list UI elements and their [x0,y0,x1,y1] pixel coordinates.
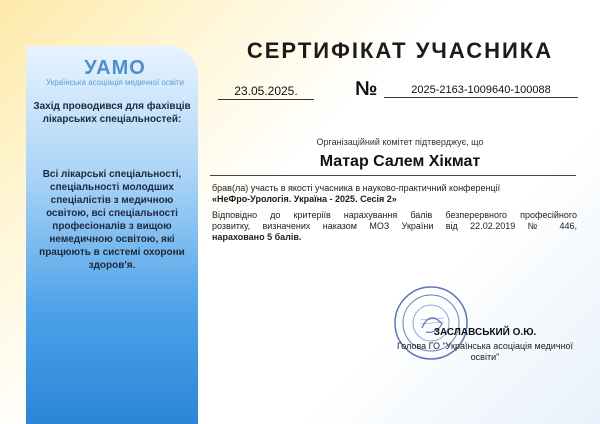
participation-text: брав(ла) участь в якості учасника в науково-практичний конференції [212,183,501,193]
logo-title: УАМО [84,57,146,79]
points-text: нараховано 5 балів. [212,232,302,242]
certificate-title: СЕРТИФІКАТ УЧАСНИКА [246,38,554,63]
left-panel-specialties: Всі лікарські спеціальності, спеціальності молодших спеціалістів з медичною освітою, всі спеціальності професіоналів з вищою немедичною освітою, які працюють в системі охорони здоров'я. [39,169,185,271]
issue-date: 23.05.2025. [218,84,314,100]
event-name: «НеФро-Урологія. Україна - 2025. Сесія 2» [212,194,397,204]
confirm-text: Організаційний комітет підтверджує, що [316,137,484,147]
criteria-line-1: Відповідно до критеріїв нарахування балів безперервного професійного [212,210,577,220]
criteria-line-2: розвитку, визначених наказом МОЗ України від 22.02.2019 № 446, [212,221,577,231]
participant-name: Матар Салем Хікмат [319,153,481,170]
certificate-number: 2025-2163-1009640-100088 [384,84,578,98]
logo-subtitle: Українська асоціація медичної освіти [46,78,184,87]
left-panel-heading: Захід проводився для фахівців лікарських спеціальностей: [33,101,191,125]
points-awarded [212,232,577,243]
name-underline [210,175,576,176]
number-sign: № [355,78,378,100]
signer-name: ЗАСЛАВСЬКИЙ О.Ю. [433,327,537,338]
signer-role: Голова ГО "Українська асоціація медичної освіти" [397,341,573,362]
logo [40,58,190,88]
